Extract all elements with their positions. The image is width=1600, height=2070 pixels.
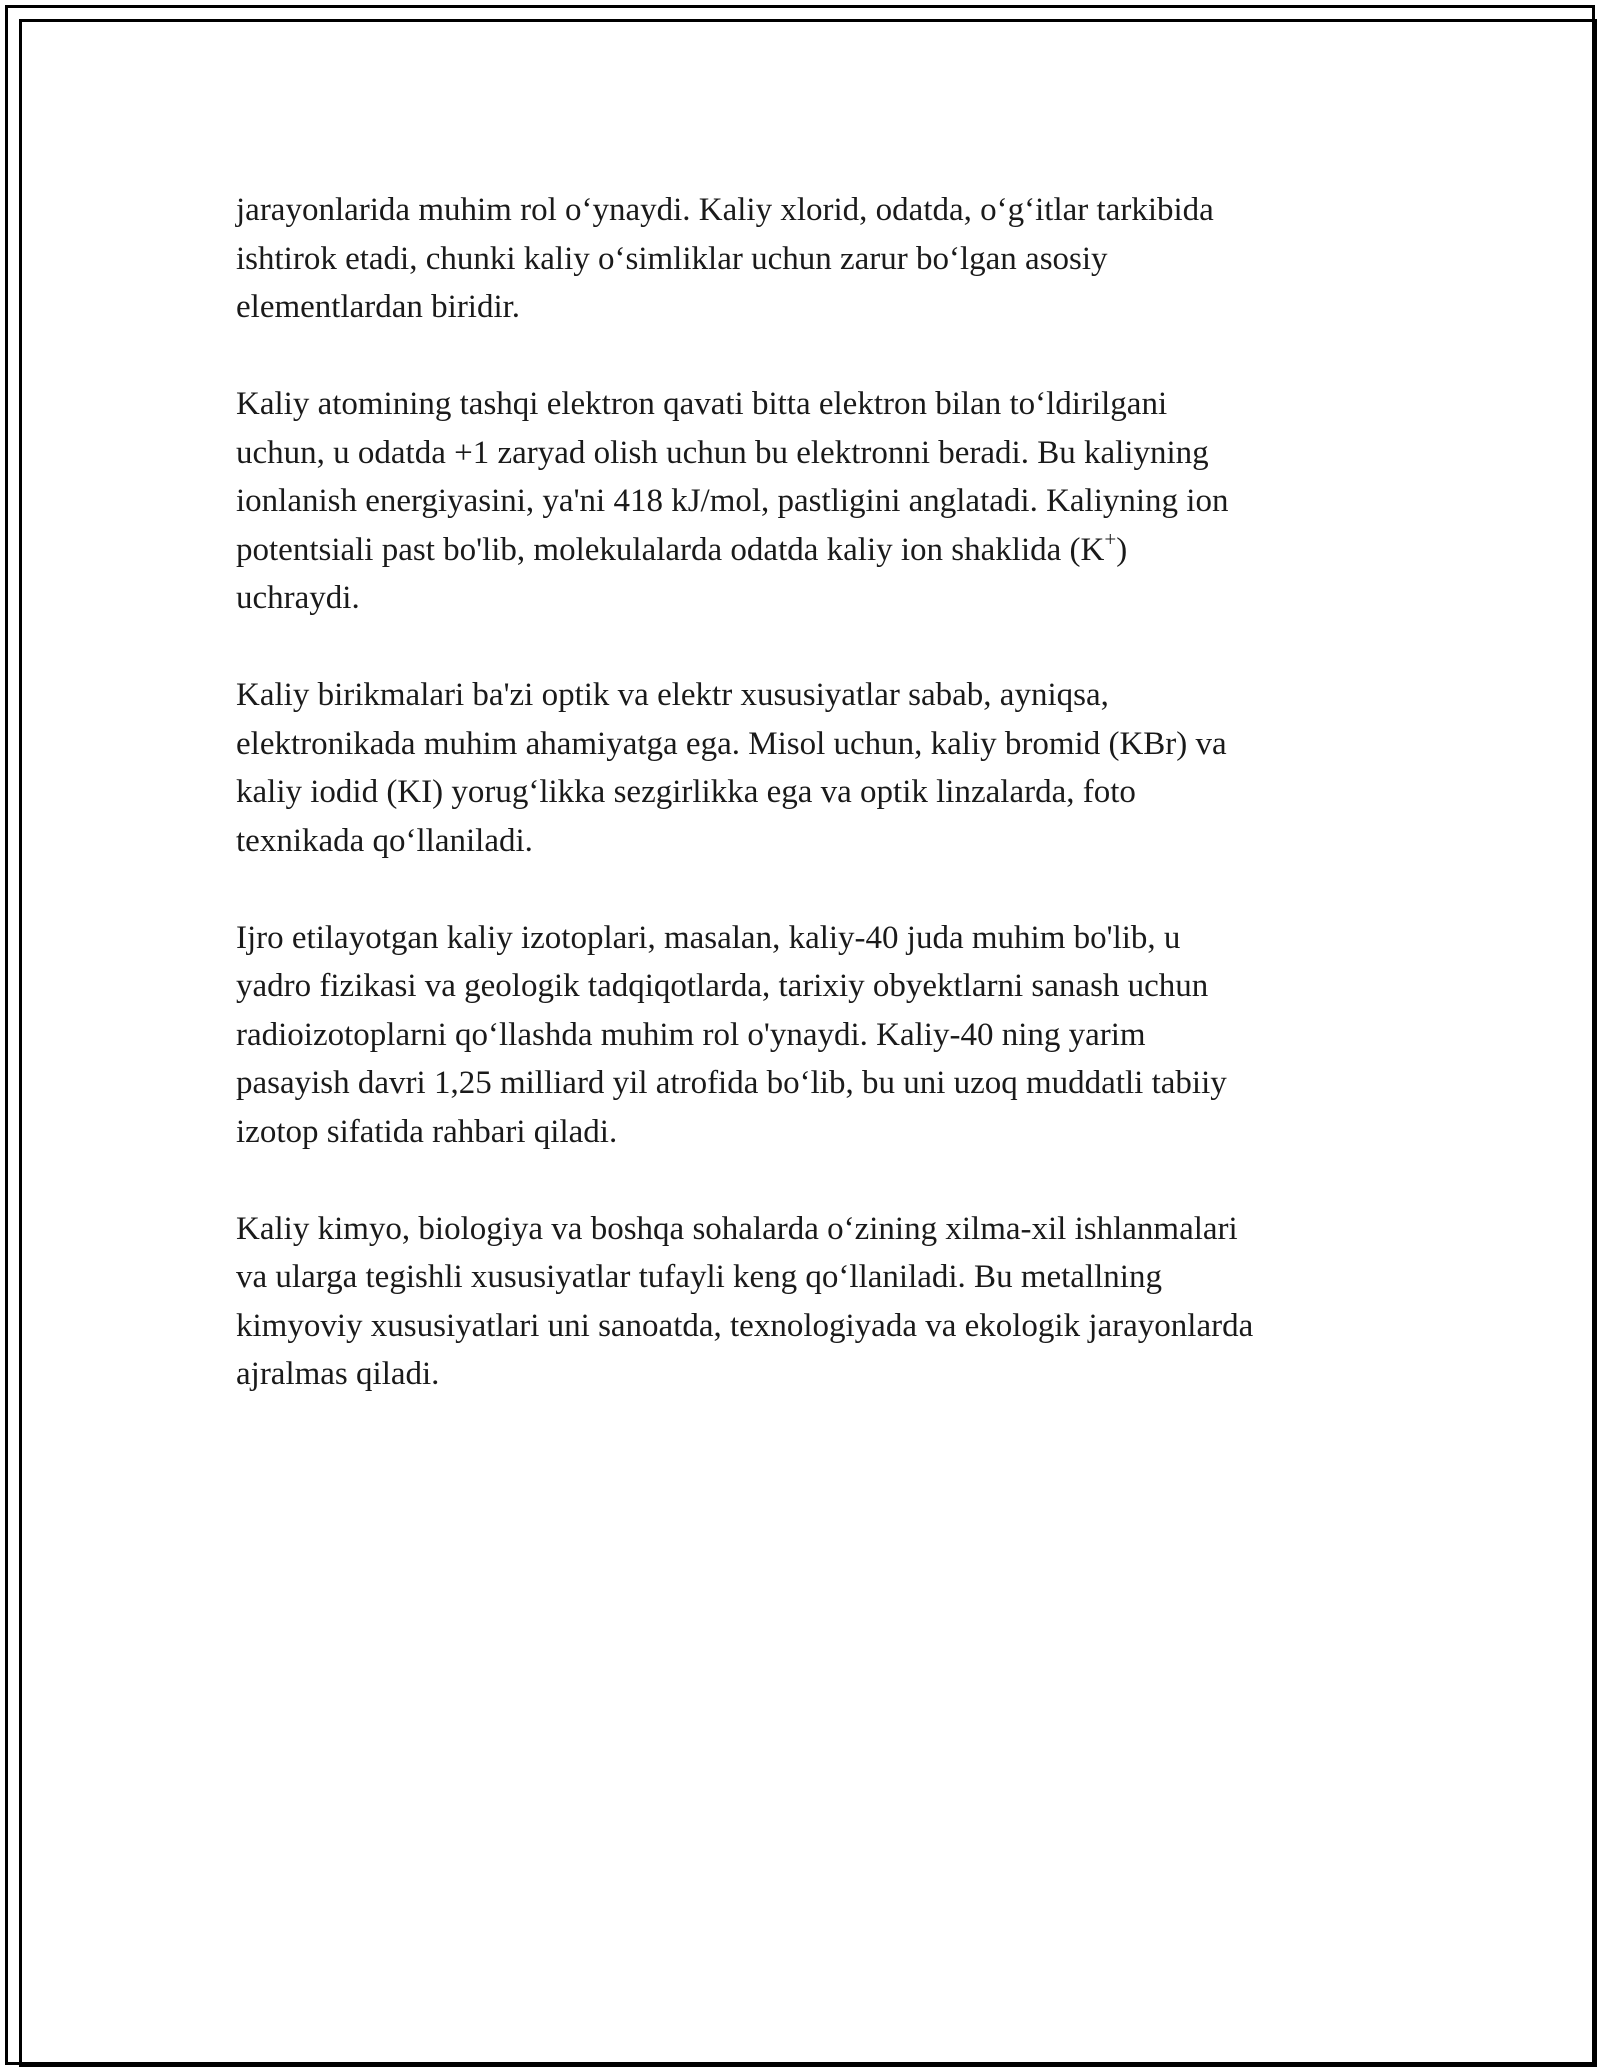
text-line: Kaliy atomining tashqi elektron qavati bitta elektron bilan to‘ldirilgani bbox=[236, 386, 1168, 422]
text-line: Ijro etilayotgan kaliy izotoplari, masalan, kaliy-40 juda muhim bo'lib, u bbox=[236, 919, 1181, 956]
text-line: texnikada qo‘llaniladi. bbox=[236, 822, 533, 859]
text-line: elementlardan biridir. bbox=[236, 289, 521, 325]
text-line: yadro fizikasi va geologik tadqiqotlarda, tarixiy obyektlarni sanash uchun bbox=[236, 968, 1209, 1004]
text-line: jarayonlarida muhim rol o‘ynaydi. Kaliy xlorid, odatda, o‘g‘itlar tarkibida bbox=[236, 192, 1214, 228]
text-line: ajralmas qiladi. bbox=[236, 1356, 440, 1392]
text-line: radioizotoplarni qo‘llashda muhim rol o'ynaydi. Kaliy-40 ning yarim bbox=[236, 1016, 1146, 1053]
text-line: Kaliy kimyo, biologiya va boshqa sohalarda o‘zining xilma-xil ishlanmalari bbox=[236, 1210, 1238, 1247]
superscript-charge: + bbox=[1104, 526, 1117, 551]
text-line: potentsiali past bo'lib, molekulalarda odatda kaliy ion shaklida (K bbox=[236, 531, 1105, 568]
paragraph-2 bbox=[236, 380, 1386, 623]
text-line: izotop sifatida rahbari qiladi. bbox=[236, 1113, 618, 1150]
text-line: ionlanish energiyasini, ya'ni 418 kJ/mol, pastligini anglatadi. Kaliyning ion bbox=[236, 483, 1229, 519]
text-line: kaliy iodid (KI) yorug‘likka sezgirlikka ega va optik linzalarda, foto bbox=[236, 774, 1136, 810]
text-line: uchun, u odatda +1 zaryad olish uchun bu elektronni beradi. Bu kaliyning bbox=[236, 434, 1209, 471]
text-line-end: ) bbox=[1116, 531, 1128, 568]
text-line: ishtirok etadi, chunki kaliy o‘simliklar uchun zarur bo‘lgan asosiy bbox=[236, 240, 1108, 277]
text-line: elektronikada muhim ahamiyatga ega. Misol uchun, kaliy bromid (KBr) va bbox=[236, 725, 1227, 762]
text-line: pasayish davri 1,25 milliard yil atrofida bo‘lib, bu uni uzoq muddatli tabiiy bbox=[236, 1065, 1227, 1101]
paragraph-4 bbox=[236, 914, 1386, 1157]
text-line: va ularga tegishli xususiyatlar tufayli keng qo‘llaniladi. Bu metallning bbox=[236, 1259, 1162, 1295]
paragraph-5 bbox=[236, 1205, 1386, 1399]
document-body bbox=[236, 186, 1386, 1447]
paragraph-3 bbox=[236, 671, 1386, 865]
paragraph-1 bbox=[236, 186, 1386, 332]
text-line: Kaliy birikmalari ba'zi optik va elektr xususiyatlar sabab, ayniqsa, bbox=[236, 677, 1109, 713]
text-line: uchraydi. bbox=[236, 580, 360, 616]
text-line: kimyoviy xususiyatlari uni sanoatda, texnologiyada va ekologik jarayonlarda bbox=[236, 1307, 1254, 1344]
